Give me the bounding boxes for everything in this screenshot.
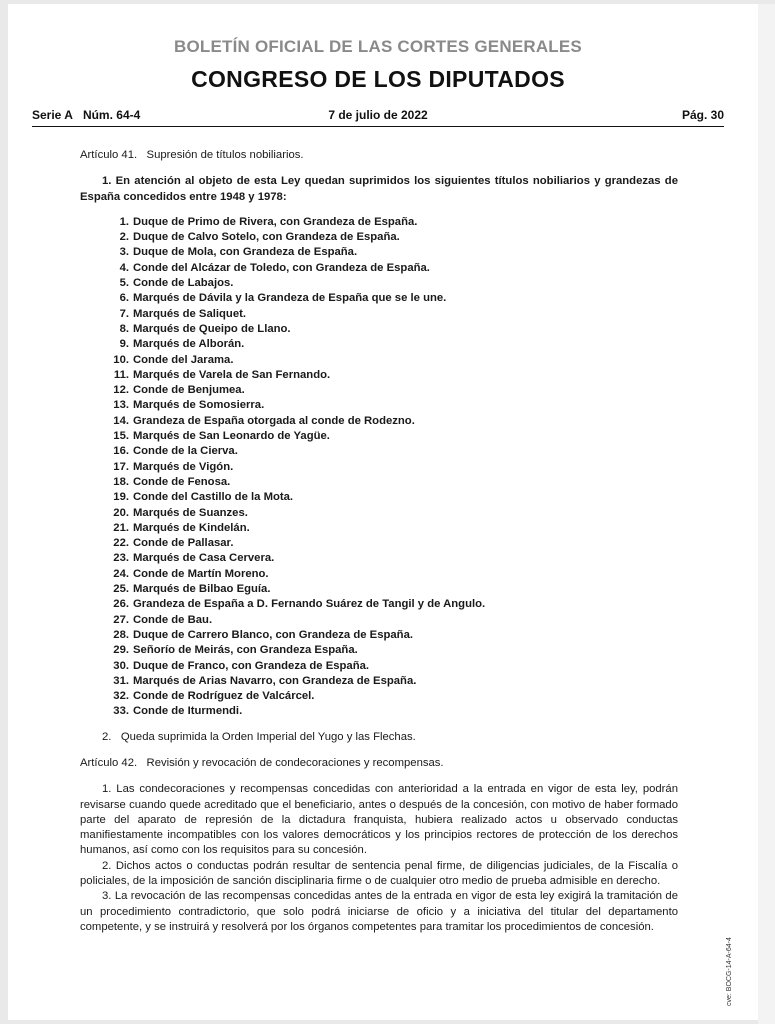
- list-item-number: 12.: [113, 384, 129, 397]
- list-item-number: 17.: [113, 460, 129, 473]
- article-42-paragraph-1: 1. Las condecoraciones y recompensas concedidas con anterioridad a la entrada en vigor de esta ley, podrán revisarse cuando quede acreditado que el beneficiario, antes o después de la concesión, con motivo de haber formado parte del aparato de represión de la dictadura franquista, hubiera realizado actos u observado conductas manifiestamente incompatibles con los valores democráticos y los principios rectores de protección de los derechos humanos, así como con los requisitos para su concesión.: [80, 783, 678, 857]
- list-item: [80, 521, 678, 536]
- list-item: [80, 307, 678, 322]
- list-item: [80, 261, 678, 276]
- list-item-number: 16.: [113, 445, 129, 458]
- list-item-number: 24.: [113, 567, 129, 580]
- list-item-number: 33.: [113, 705, 129, 718]
- list-item-text: Grandeza de España a D. Fernando Suárez de Tangil y de Angulo.: [133, 598, 486, 611]
- list-item-number: 7.: [119, 307, 129, 320]
- list-item-number: 21.: [113, 521, 129, 534]
- document-page: [8, 4, 758, 1020]
- issue-date: 7 de julio de 2022: [328, 108, 428, 122]
- article-41-heading: Artículo 41. Supresión de títulos nobiliarios.: [80, 149, 304, 161]
- list-item: [80, 475, 678, 490]
- list-item-text: Conde de Martín Moreno.: [133, 567, 269, 580]
- list-item-text: Conde de Benjumea.: [133, 384, 245, 397]
- issue-meta-bar: [32, 108, 724, 127]
- list-item-number: 27.: [113, 613, 129, 626]
- list-item-text: Duque de Franco, con Grandeza de España.: [133, 659, 370, 672]
- list-item: [80, 353, 678, 368]
- list-item-text: Marqués de Bilbao Eguía.: [133, 583, 271, 596]
- list-item: [80, 704, 678, 719]
- list-item-text: Conde de Fenosa.: [133, 475, 231, 488]
- list-item: [80, 490, 678, 505]
- list-item-text: Conde de Pallasar.: [133, 537, 234, 550]
- list-item-text: Conde de Labajos.: [133, 277, 234, 290]
- list-item-text: Duque de Calvo Sotelo, con Grandeza de España.: [133, 231, 400, 244]
- list-item: [80, 613, 678, 628]
- list-item-number: 22.: [113, 537, 129, 550]
- list-item-text: Conde de Iturmendi.: [133, 705, 243, 718]
- list-item-number: 18.: [113, 475, 129, 488]
- list-item: [80, 322, 678, 337]
- list-item-text: Grandeza de España otorgada al conde de Rodezno.: [133, 414, 415, 427]
- list-item: [80, 567, 678, 582]
- list-item-text: Marqués de Saliquet.: [133, 307, 246, 320]
- list-item-number: 5.: [119, 277, 129, 290]
- list-item: [80, 628, 678, 643]
- list-item-text: Marqués de Vigón.: [133, 460, 234, 473]
- list-item-text: Marqués de Varela de San Fernando.: [133, 368, 331, 381]
- list-item-text: Conde de Rodríguez de Valcárcel.: [133, 690, 315, 703]
- document-body: [80, 148, 678, 935]
- list-item: [80, 291, 678, 306]
- list-item: [80, 536, 678, 551]
- list-item-text: Conde de Bau.: [133, 613, 213, 626]
- list-item: [80, 551, 678, 566]
- list-item: [80, 674, 678, 689]
- article-42-paragraph-3: 3. La revocación de las recompensas concedidas antes de la entrada en vigor de esta ley exigirá la tramitación de un procedimiento contradictorio, que solo podrá iniciarse de oficio y a iniciativa del titular del departamento competente, y se instruirá y resolverá por los órganos competentes para tramitar los procedimientos de concesión.: [80, 890, 678, 933]
- list-item-number: 23.: [113, 552, 129, 565]
- article-41-paragraph-1: 1. En atención al objeto de esta Ley quedan suprimidos los siguientes títulos nobiliarios y grandezas de España concedidos entre 1948 y 1978:: [80, 175, 678, 203]
- list-item: [80, 659, 678, 674]
- list-item-text: Marqués de Somosierra.: [133, 399, 265, 412]
- list-item: [80, 245, 678, 260]
- list-item-text: Marqués de Queipo de Llano.: [133, 322, 291, 335]
- list-item-number: 28.: [113, 628, 129, 641]
- list-item-number: 20.: [113, 506, 129, 519]
- page-edge: [758, 4, 775, 1024]
- list-item-number: 29.: [113, 644, 129, 657]
- list-item-text: Conde del Castillo de la Mota.: [133, 491, 294, 504]
- list-item: [80, 368, 678, 383]
- list-item-number: 1.: [119, 215, 129, 228]
- list-item: [80, 398, 678, 413]
- list-item: [80, 230, 678, 245]
- page-number: Pág. 30: [681, 108, 724, 122]
- list-item-number: 26.: [113, 598, 129, 611]
- list-item: [80, 215, 678, 230]
- article-41-paragraph-2: 2. Queda suprimida la Orden Imperial del Yugo y las Flechas.: [102, 730, 416, 743]
- list-item-number: 2.: [119, 231, 129, 244]
- list-item-number: 30.: [113, 659, 129, 672]
- list-item-text: Marqués de Dávila y la Grandeza de España que se le une.: [133, 292, 447, 305]
- list-item-number: 6.: [119, 292, 129, 305]
- list-item-number: 14.: [113, 414, 129, 427]
- list-item-number: 4.: [119, 261, 129, 274]
- list-item-number: 3.: [119, 246, 129, 259]
- list-item-number: 15.: [113, 430, 129, 443]
- list-item: [80, 689, 678, 704]
- article-42-paragraph-2: 2. Dichos actos o conductas podrán resultar de sentencia penal firme, de diligencias judiciales, de la Fiscalía o policiales, de la imposición de sanción disciplinaria firme o de cualquier otro medio de prueba admisible en derecho.: [80, 859, 678, 888]
- list-item: [80, 460, 678, 475]
- list-item-number: 19.: [113, 491, 129, 504]
- list-item: [80, 276, 678, 291]
- list-item-text: Marqués de Suanzes.: [133, 506, 248, 519]
- titles-list: [80, 215, 678, 720]
- list-item-text: Duque de Mola, con Grandeza de España.: [133, 246, 358, 259]
- article-42-heading: Artículo 42. Revisión y revocación de condecoraciones y recompensas.: [80, 756, 444, 769]
- list-item: [80, 643, 678, 658]
- list-item-text: Conde del Jarama.: [133, 353, 234, 366]
- list-item: [80, 337, 678, 352]
- list-item-number: 9.: [119, 338, 129, 351]
- list-item-number: 25.: [113, 583, 129, 596]
- list-item-text: Marqués de Arias Navarro, con Grandeza de España.: [133, 674, 417, 687]
- cve-code: cve: BOCG-14-A-64-4: [726, 937, 733, 1006]
- list-item-text: Duque de Carrero Blanco, con Grandeza de España.: [133, 628, 413, 641]
- list-item-text: Conde del Alcázar de Toledo, con Grandeza de España.: [133, 261, 430, 274]
- list-item: [80, 506, 678, 521]
- list-item-number: 8.: [119, 322, 129, 335]
- list-item: [80, 383, 678, 398]
- bulletin-title: CONGRESO DE LOS DIPUTADOS: [191, 66, 565, 92]
- list-item: [80, 429, 678, 444]
- list-item: [80, 597, 678, 612]
- list-item: [80, 582, 678, 597]
- list-item-text: Marqués de Casa Cervera.: [133, 552, 275, 565]
- issue-number: Núm. 64-4: [82, 108, 141, 122]
- list-item-number: 32.: [113, 690, 129, 703]
- list-item-number: 11.: [113, 368, 129, 381]
- list-item-number: 13.: [113, 399, 129, 412]
- list-item-text: Conde de la Cierva.: [133, 445, 238, 458]
- list-item-text: Marqués de Alborán.: [133, 338, 245, 351]
- list-item-text: Duque de Primo de Rivera, con Grandeza de España.: [133, 215, 418, 228]
- list-item-text: Marqués de San Leonardo de Yagüe.: [133, 430, 330, 443]
- list-item-text: Señorío de Meirás, con Grandeza España.: [133, 644, 358, 657]
- list-item: [80, 444, 678, 459]
- bulletin-subtitle: BOLETÍN OFICIAL DE LAS CORTES GENERALES: [174, 37, 582, 56]
- serie-label: Serie A: [32, 108, 73, 122]
- list-item-number: 10.: [113, 353, 129, 366]
- list-item-number: 31.: [113, 674, 129, 687]
- list-item-text: Marqués de Kindelán.: [133, 521, 250, 534]
- list-item: [80, 414, 678, 429]
